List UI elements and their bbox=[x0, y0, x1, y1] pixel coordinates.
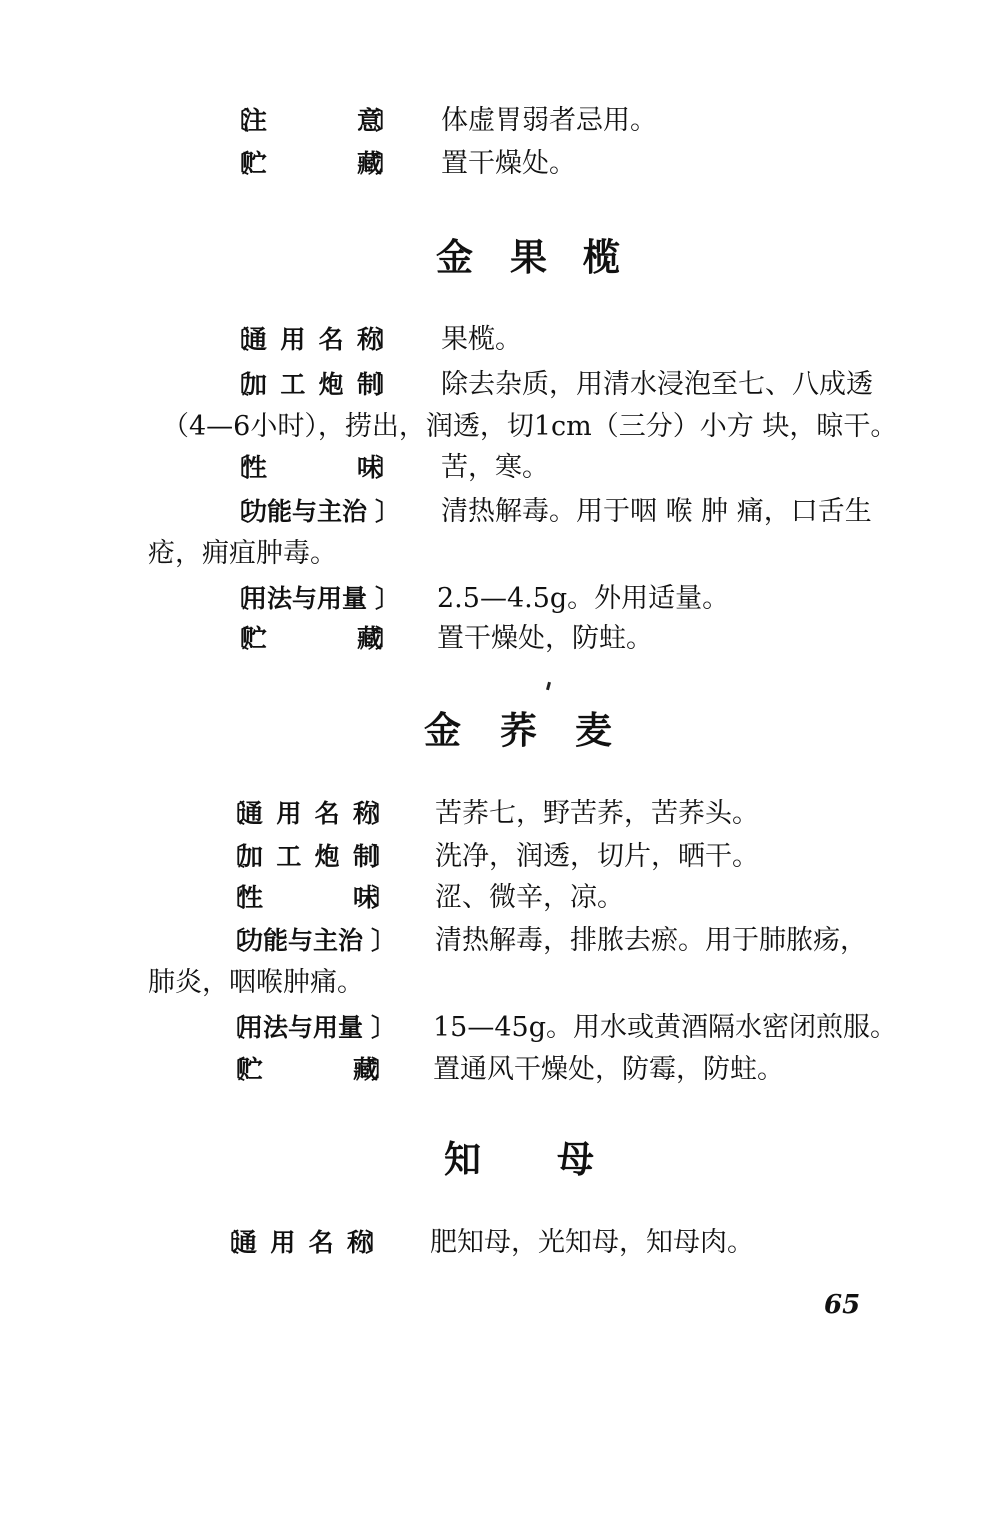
field-value: 洗净，润透，切片，晒干。 bbox=[435, 841, 759, 872]
entry-title: 金 果 榄 bbox=[436, 236, 620, 279]
field-label: 〔 贮 藏 〕 bbox=[220, 1055, 396, 1084]
field-value: 果榄。 bbox=[441, 324, 522, 355]
field-value: 清热解毒。用于咽 喉 肿 痛，口舌生 bbox=[441, 496, 872, 527]
field-value: 涩、微辛，凉。 bbox=[435, 882, 624, 913]
field-value: 置通风干燥处，防霉，防蛀。 bbox=[433, 1054, 784, 1085]
field-value: 肥知母，光知母，知母肉。 bbox=[430, 1227, 754, 1258]
entry-title: 金 荞 麦 bbox=[424, 709, 612, 752]
field-label: 〔 加 工 炮 制 〕 bbox=[220, 842, 396, 871]
field-value: 清热解毒，排脓去瘀。用于肺脓疡， bbox=[435, 925, 867, 956]
field-value: 苦，寒。 bbox=[441, 452, 549, 483]
field-value-storage: 置干燥处。 bbox=[441, 148, 576, 179]
field-value: 苦荞七，野苦荞，苦荞头。 bbox=[435, 798, 759, 829]
entry-title: 知 母 bbox=[444, 1138, 594, 1181]
field-value-continuation: 肺炎，咽喉肿痛。 bbox=[148, 967, 364, 998]
field-label: 〔 性 味 〕 bbox=[224, 453, 400, 482]
field-label: 〔 性 味 〕 bbox=[220, 883, 396, 912]
field-label: 〔 通 用 名 称 〕 bbox=[224, 325, 400, 354]
field-label-storage: 〔 贮 藏 〕 bbox=[224, 149, 400, 178]
field-label: 〔 功能与主治 〕 bbox=[224, 497, 400, 526]
field-value: 置干燥处，防蛀。 bbox=[437, 623, 653, 654]
page-number: 65 bbox=[824, 1290, 861, 1320]
field-label: 〔 功能与主治 〕 bbox=[220, 926, 396, 955]
field-value: 2.5—4.5g。外用适量。 bbox=[437, 583, 730, 614]
field-label-notice: 〔 注 意 〕 bbox=[224, 106, 400, 135]
ink-speck bbox=[546, 682, 551, 691]
field-value-continuation: 疮，痈疽肿毒。 bbox=[148, 538, 337, 569]
field-label: 〔 用法与用量 〕 bbox=[220, 1013, 396, 1042]
field-value: 15—45g。用水或黄酒隔水密闭煎服。 bbox=[433, 1012, 897, 1043]
field-value-continuation: （4—6小时），捞出，润透，切1cm（三分）小方 块，晾干。 bbox=[162, 411, 898, 442]
field-label: 〔 用法与用量 〕 bbox=[224, 584, 400, 613]
field-value: 除去杂质，用清水浸泡至七、八成透 bbox=[441, 369, 873, 400]
field-label: 〔 加 工 炮 制 〕 bbox=[224, 370, 400, 399]
field-label: 〔 贮 藏 〕 bbox=[224, 624, 400, 653]
field-value-notice: 体虚胃弱者忌用。 bbox=[441, 105, 657, 136]
field-label: 〔 通 用 名 称 〕 bbox=[220, 799, 396, 828]
field-label: 〔 通 用 名 称 〕 bbox=[214, 1228, 390, 1257]
